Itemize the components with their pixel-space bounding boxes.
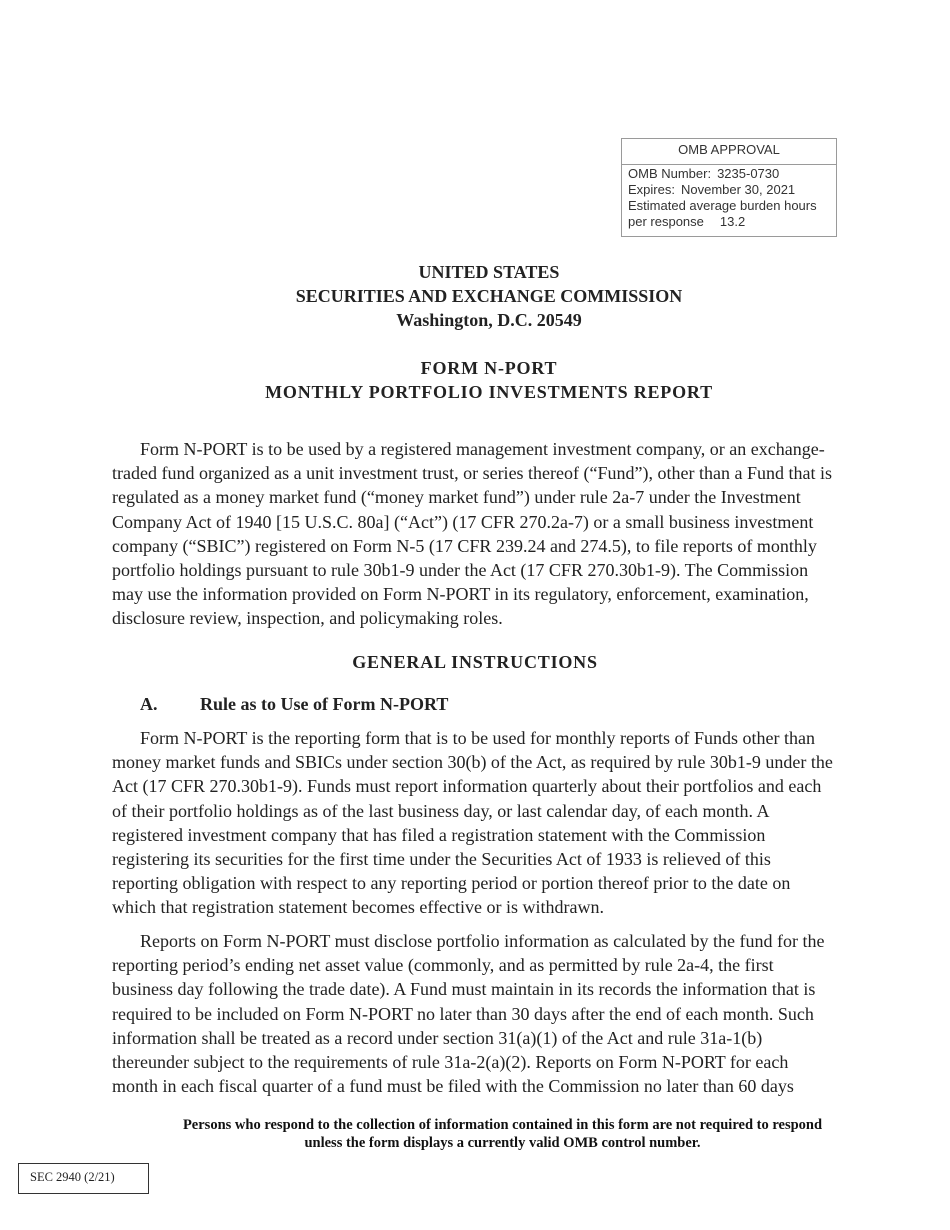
omb-number-label: OMB Number:: [628, 166, 712, 181]
omb-burden-value: 13.2: [719, 214, 746, 229]
omb-expires-row: [628, 182, 836, 198]
omb-number-value: 3235-0730: [717, 166, 780, 181]
section-a-paragraph-1: Form N-PORT is the reporting form that is to be used for monthly reports of Funds other than money market funds and SBICs under section 30(b) of the Act, as required by rule 30b1-9 under the Act (17 CFR 270.30b1-9). Funds must report information quarterly about their portfolios and each of their portfolio holdings as of the last business day, or last calendar day, of each month. A registered investment company that has filed a registration statement with the Commission registering its securities for the first time under the Securities Act of 1933 is relieved of this reporting obligation with respect to any reporting period or portion thereof prior to the date on which that registration statement becomes effective or is withdrawn.: [112, 728, 833, 918]
form-name: FORM N-PORT: [420, 358, 558, 378]
omb-approval-box: [621, 138, 837, 237]
section-a-title: Rule as to Use of Form N-PORT: [200, 694, 449, 714]
section-a-heading: [140, 692, 448, 716]
omb-notice: Persons who respond to the collection of information contained in this form are not required to respond unless the form displays a currently valid OMB control number.: [182, 1117, 823, 1151]
section-a-paragraph-2: Reports on Form N-PORT must disclose portfolio information as calculated by the fund for the reporting period’s ending net asset value (commonly, and as permitted by rule 2a-4, the first business day following the trade date). A Fund must maintain in its records the information that is required to be included on Form N-PORT no later than 30 days after the end of each month. Such information shall be treated as a record under section 31(a)(1) of the Act and rule 31a-1(b) thereunder subject to the requirements of rule 31a-2(a)(2). Reports on Form N-PORT for each month in each fiscal quarter of a fund must be filed with the Commission no later than 60 days: [112, 931, 825, 1097]
omb-number-row: [628, 166, 836, 182]
form-code-box: SEC 2940 (2/21): [18, 1163, 149, 1194]
omb-burden-line: Estimated average burden hours: [628, 198, 817, 213]
agency-header: [0, 260, 950, 332]
form-title-block: [0, 356, 950, 404]
omb-expires-label: Expires:: [628, 182, 675, 197]
omb-expires-value: November 30, 2021: [680, 182, 796, 197]
agency-country: UNITED STATES: [418, 262, 560, 282]
section-a-letter: A.: [140, 694, 158, 714]
omb-approval-details: [622, 165, 836, 230]
agency-name: SECURITIES AND EXCHANGE COMMISSION: [295, 286, 683, 306]
omb-approval-header: OMB APPROVAL: [622, 139, 836, 165]
general-instructions-heading: GENERAL INSTRUCTIONS: [352, 652, 598, 672]
form-subtitle: MONTHLY PORTFOLIO INVESTMENTS REPORT: [265, 382, 713, 402]
omb-burden-label: per response: [628, 214, 704, 229]
omb-burden-row: [628, 214, 836, 230]
agency-address: Washington, D.C. 20549: [396, 310, 582, 330]
intro-paragraph: Form N-PORT is to be used by a registered management investment company, or an exchange-traded fund organized as a unit investment trust, or series thereof (“Fund”), other than a Fund that is regulated as a money market fund (“money market fund”) under rule 2a-7 under the Investment Company Act of 1940 [15 U.S.C. 80a] (“Act”) (17 CFR 270.2a-7) or a small business investment company (“SBIC”) registered on Form N-5 (17 CFR 239.24 and 274.5), to file reports of monthly portfolio holdings pursuant to rule 30b1-9 under the Act (17 CFR 270.30b1-9). The Commission may use the information provided on Form N-PORT in its regulatory, enforcement, examination, disclosure review, inspection, and policymaking roles.: [112, 439, 832, 629]
